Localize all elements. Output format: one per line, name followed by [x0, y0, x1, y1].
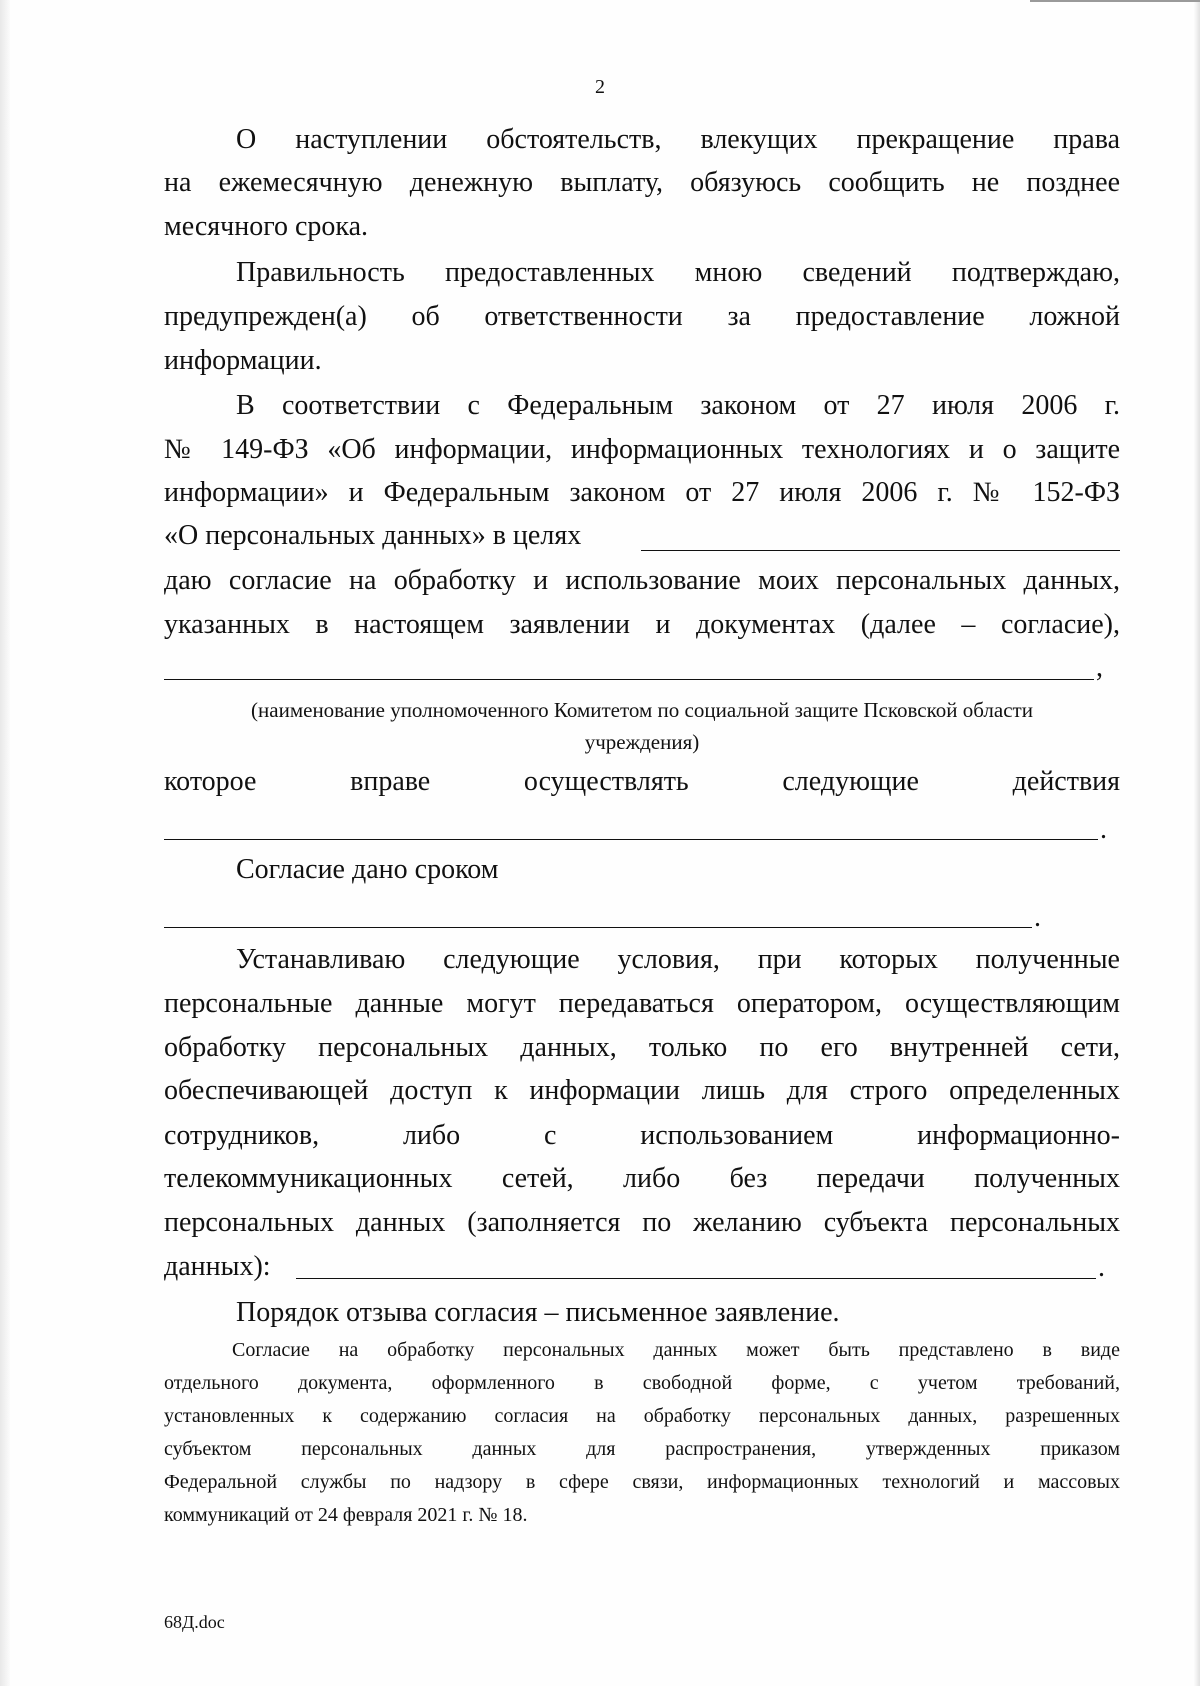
actions-field-line[interactable] [164, 839, 1098, 840]
word: вправе [350, 766, 431, 797]
conditions-field-line[interactable] [296, 1278, 1096, 1279]
paragraph-line: Устанавливаю следующие условия, при которых полученные [236, 944, 1120, 975]
term-label: Согласие дано сроком [236, 854, 499, 885]
paragraph-line: «О персональных данных» в целях [164, 520, 582, 551]
period: . [1098, 1252, 1105, 1283]
paragraph-line: информации. [164, 345, 322, 376]
purpose-field-line[interactable] [641, 550, 1120, 551]
scan-edge-left [0, 0, 10, 1686]
scan-edge-right [1194, 0, 1200, 1686]
note-line: отдельного документа, оформленного в свободной форме, с учетом требований, [164, 1372, 1120, 1394]
note-line: установленных к содержанию согласия на обработку персональных данных, разрешенных [164, 1405, 1120, 1427]
note-line: Федеральной службы по надзору в сфере связи, информационных технологий и массовых [164, 1471, 1120, 1493]
note-line: Согласие на обработку персональных данных может быть представлено в виде [232, 1339, 1120, 1361]
paragraph-line: обеспечивающей доступ к информации лишь для строго определенных [164, 1075, 1120, 1106]
field-caption: учреждения) [584, 730, 700, 754]
actions-line [164, 764, 1120, 800]
paragraph-line: информации» и Федеральным законом от 27 июля 2006 г. № 152-ФЗ [164, 477, 1120, 508]
paragraph-line: данных): [164, 1251, 271, 1282]
paragraph-line: месячного срока. [164, 211, 369, 242]
page-number: 2 [595, 76, 605, 98]
paragraph-line: указанных в настоящем заявлении и документах (далее – согласие), [164, 609, 1120, 640]
field-caption: (наименование уполномоченного Комитетом по социальной защите Псковской области [251, 698, 1033, 722]
period: . [1100, 814, 1107, 845]
revocation-text: Порядок отзыва согласия – письменное заявление. [236, 1297, 840, 1328]
paragraph-line: В соответствии с Федеральным законом от 27 июля 2006 г. [236, 390, 1120, 421]
paragraph-line: даю согласие на обработку и использование моих персональных данных, [164, 565, 1120, 596]
paragraph-line: сотрудников, либо с использованием информационно- [164, 1120, 1120, 1151]
paragraph-line: Правильность предоставленных мною сведений подтверждаю, [236, 257, 1120, 288]
paragraph-line: обработку персональных данных, только по его внутренней сети, [164, 1032, 1120, 1063]
paragraph-line: предупрежден(а) об ответственности за предоставление ложной [164, 301, 1120, 332]
paragraph-line: № 149-ФЗ «Об информации, информационных технологиях и о защите [164, 434, 1120, 465]
term-field-line[interactable] [164, 927, 1032, 928]
paragraph-line: персональные данные могут передаваться оператором, осуществляющим [164, 988, 1120, 1019]
institution-field-line[interactable] [164, 679, 1094, 680]
word: которое [164, 766, 257, 797]
note-line: субъектом персональных данных для распространения, утвержденных приказом [164, 1438, 1120, 1460]
comma: , [1096, 652, 1103, 683]
paragraph-line: на ежемесячную денежную выплату, обязуюсь сообщить не позднее [164, 167, 1120, 198]
word: следующие [782, 766, 919, 797]
paragraph-line: телекоммуникационных сетей, либо без передачи полученных [164, 1163, 1120, 1194]
scan-top-line [1030, 0, 1200, 2]
word: действия [1012, 766, 1121, 797]
paragraph-line: персональных данных (заполняется по желанию субъекта персональных [164, 1207, 1120, 1238]
footer-filename: 68Д.doc [164, 1612, 225, 1632]
period: . [1034, 902, 1041, 933]
note-line: коммуникаций от 24 февраля 2021 г. № 18. [164, 1504, 528, 1526]
word: осуществлять [523, 766, 689, 797]
paragraph-line: О наступлении обстоятельств, влекущих прекращение права [236, 124, 1120, 155]
